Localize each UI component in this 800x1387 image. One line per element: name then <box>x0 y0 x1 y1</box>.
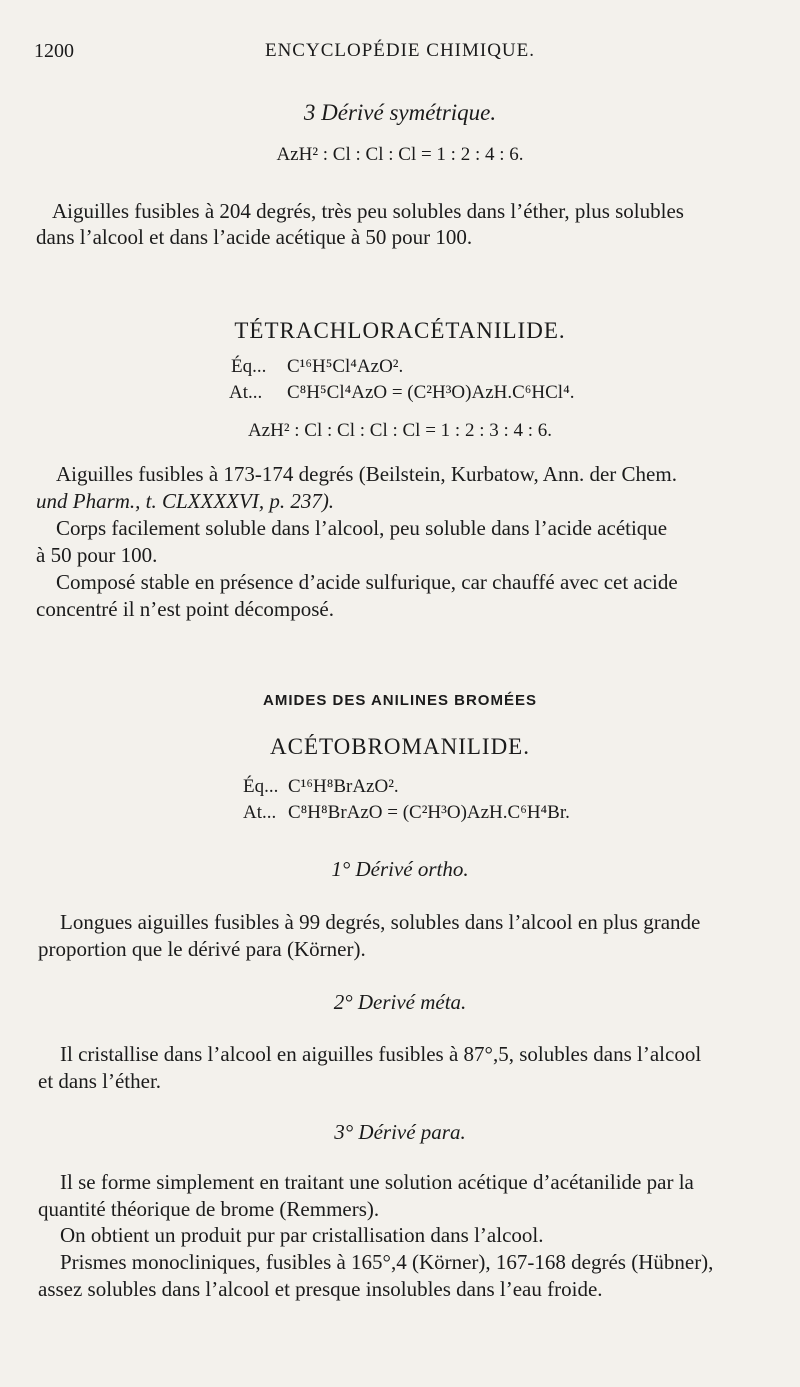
amides-eq-value: C¹⁶H⁸BrAzO². <box>288 776 399 797</box>
ortho-line1: Longues aiguilles fusibles à 99 degrés, solubles dans l’alcool en plus grande <box>60 910 701 934</box>
ortho-title: 1° Dérivé ortho. <box>331 857 469 881</box>
para-line1: Il se forme simplement en traitant une solution acétique d’acétanilide par la <box>60 1170 694 1194</box>
meta-line2: et dans l’éther. <box>38 1069 162 1093</box>
meta-title: 2° Derivé méta. <box>333 990 467 1014</box>
tetra-title: TÉTRACHLORACÉTANILIDE. <box>234 318 566 343</box>
amides-at-label: At... <box>243 802 277 823</box>
sec1-formula: AzH² : Cl : Cl : Cl = 1 : 2 : 4 : 6. <box>276 144 524 165</box>
tetra-eq-label: Éq... <box>231 356 267 377</box>
tetra-p1-line1: Aiguilles fusibles à 173-174 degrés (Beilstein, Kurbatow, Ann. der Chem. <box>56 462 677 486</box>
tetra-eq-value: C¹⁶H⁵Cl⁴AzO². <box>287 356 404 377</box>
tetra-p1-line2: und Pharm., t. CLXXXXVI, p. 237). <box>36 489 335 513</box>
para-line4: Prismes monocliniques, fusibles à 165°,4 (Körner), 167-168 degrés (Hübner), <box>60 1250 714 1274</box>
para-line3: On obtient un produit pur par cristallisation dans l’alcool. <box>60 1223 544 1247</box>
tetra-p2-line2: à 50 pour 100. <box>36 543 158 567</box>
tetra-formula: AzH² : Cl : Cl : Cl : Cl = 1 : 2 : 3 : 4 : 6. <box>247 420 553 441</box>
sec1-text-line1: Aiguilles fusibles à 204 degrés, très peu solubles dans l’éther, plus solubles <box>52 199 684 223</box>
tetra-at-value: C⁸H⁵Cl⁴AzO = (C²H³O)AzH.C⁶HCl⁴. <box>287 382 575 403</box>
tetra-p3-line1: Composé stable en présence d’acide sulfurique, car chauffé avec cet acide <box>56 570 678 594</box>
running-title: ENCYCLOPÉDIE CHIMIQUE. <box>264 40 536 61</box>
ortho-line2: proportion que le dérivé para (Körner). <box>38 937 366 961</box>
sec1-text-line2: dans l’alcool et dans l’acide acétique à 50 pour 100. <box>36 225 473 249</box>
tetra-p2-line1: Corps facilement soluble dans l’alcool, peu soluble dans l’acide acétique <box>56 516 668 540</box>
page-number: 1200 <box>34 40 74 62</box>
meta-line1: Il cristallise dans l’alcool en aiguilles fusibles à 87°,5, solubles dans l’alcool <box>60 1042 702 1066</box>
para-line2: quantité théorique de brome (Remmers). <box>38 1197 380 1221</box>
tetra-at-label: At... <box>229 382 263 403</box>
para-title: 3° Dérivé para. <box>334 1120 466 1144</box>
sec1-title: 3 Dérivé symétrique. <box>303 100 497 125</box>
tetra-p3-line2: concentré il n’est point décomposé. <box>36 597 334 621</box>
amides-title: ACÉTOBROMANILIDE. <box>270 734 530 759</box>
amides-at-value: C⁸H⁸BrAzO = (C²H³O)AzH.C⁶H⁴Br. <box>288 802 570 823</box>
para-line5: assez solubles dans l’alcool et presque insolubles dans l’eau froide. <box>38 1277 603 1301</box>
amides-eq-label: Éq... <box>243 776 279 797</box>
amides-section-title: AMIDES DES ANILINES BROMÉES <box>263 692 537 709</box>
